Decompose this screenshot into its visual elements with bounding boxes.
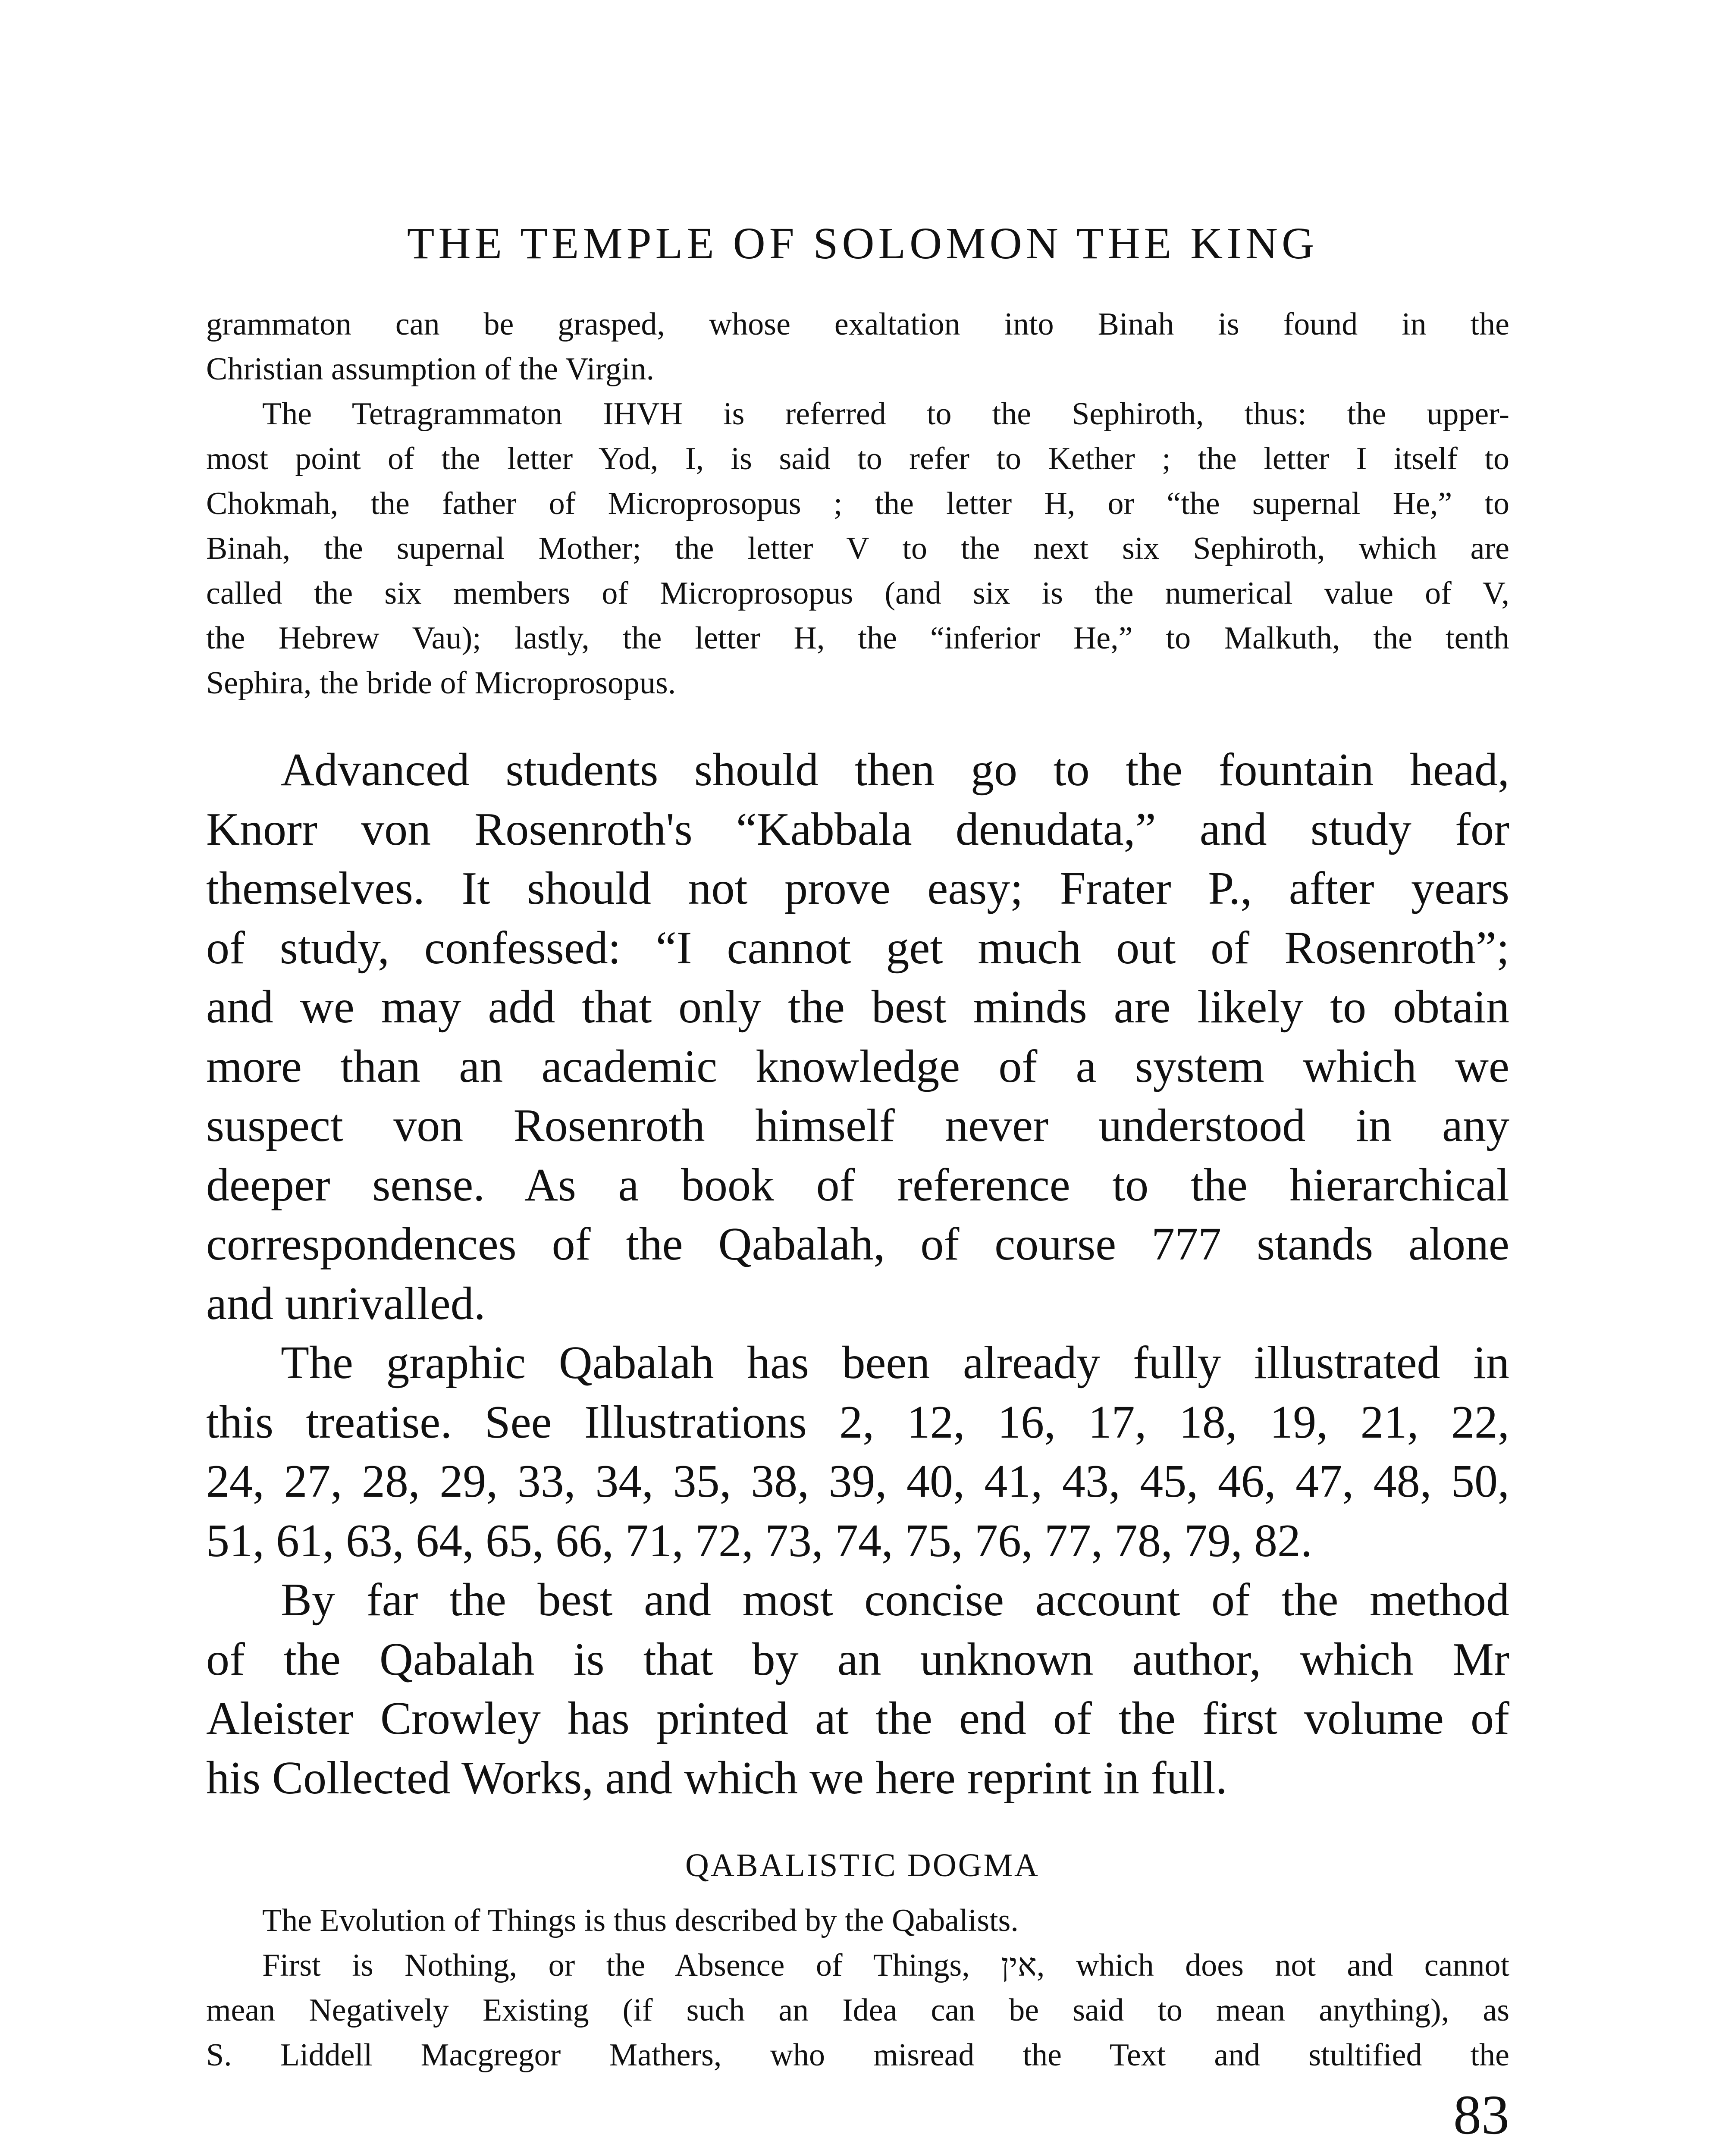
text-line: called the six members of Microprosopus (and six is the numerical value of V, xyxy=(206,576,1509,611)
text-line: of the Qabalah is that by an unknown author, which Mr xyxy=(206,1633,1509,1685)
text-line: most point of the letter Yod, I, is said to refer to Kether ; the letter I itself to xyxy=(206,441,1509,476)
text-line: Sephira, the bride of Microprosopus. xyxy=(206,665,676,701)
text-line: and unrivalled. xyxy=(206,1278,486,1329)
text-line: mean Negatively Existing (if such an Idea can be said to mean anything), as xyxy=(206,1993,1509,2028)
text-line: suspect von Rosenroth himself never understood in any xyxy=(206,1100,1509,1151)
text-line: grammaton can be grasped, whose exaltation into Binah is found in the xyxy=(206,307,1509,342)
paragraph xyxy=(206,1570,1509,1808)
text-block-dogma xyxy=(206,1898,1509,2078)
text-line: The Tetragrammaton IHVH is referred to the Sephiroth, thus: the upper- xyxy=(262,396,1509,432)
text-block-top xyxy=(206,302,1509,705)
text-line: Advanced students should then go to the fountain head, xyxy=(281,744,1509,796)
text-line: 24, 27, 28, 29, 33, 34, 35, 38, 39, 40, 41, 43, 45, 46, 47, 48, 50, xyxy=(206,1456,1509,1507)
running-head: THE TEMPLE OF SOLOMON THE KING xyxy=(407,219,1318,268)
paragraph xyxy=(206,302,1509,392)
text-line: S. Liddell Macgregor Mathers, who misread the Text and stultified the xyxy=(206,2037,1509,2073)
text-line: and we may add that only the best minds are likely to obtain xyxy=(206,981,1509,1033)
text-line: 51, 61, 63, 64, 65, 66, 71, 72, 73, 74, 75, 76, 77, 78, 79, 82. xyxy=(206,1515,1312,1567)
text-line: Knorr von Rosenroth's “Kabbala denudata,” and study for xyxy=(206,803,1509,855)
paragraph xyxy=(206,392,1509,705)
section-title: QABALISTIC DOGMA xyxy=(685,1847,1040,1883)
paragraph xyxy=(206,1943,1509,2078)
text-line: this treatise. See Illustrations 2, 12, 16, 17, 18, 19, 21, 22, xyxy=(206,1396,1509,1448)
text-line: Chokmah, the father of Microprosopus ; the letter H, or “the supernal He,” to xyxy=(206,486,1509,521)
text-block-main xyxy=(206,740,1509,1808)
text-line: Binah, the supernal Mother; the letter V to the next six Sephiroth, which are xyxy=(206,531,1509,566)
text-line: The graphic Qabalah has been already fully illustrated in xyxy=(281,1337,1509,1388)
text-line: of study, confessed: “I cannot get much out of Rosenroth”; xyxy=(206,922,1509,974)
text-line: The Evolution of Things is thus described by the Qabalists. xyxy=(262,1903,1019,1938)
text-line: By far the best and most concise account of the method xyxy=(281,1574,1509,1626)
text-line: Aleister Crowley has printed at the end of the first volume of xyxy=(206,1693,1509,1744)
page-number: 83 xyxy=(1453,2084,1509,2146)
text-line: his Collected Works, and which we here reprint in full. xyxy=(206,1752,1227,1804)
paragraph xyxy=(206,1333,1509,1570)
text-line: Christian assumption of the Virgin. xyxy=(206,351,655,387)
paragraph xyxy=(206,740,1509,1333)
text-line: more than an academic knowledge of a system which we xyxy=(206,1040,1509,1092)
paragraph xyxy=(206,1898,1509,1943)
text-line: correspondences of the Qabalah, of course 777 stands alone xyxy=(206,1219,1509,1270)
text-line: the Hebrew Vau); lastly, the letter H, the “inferior He,” to Malkuth, the tenth xyxy=(206,620,1509,656)
text-line: First is Nothing, or the Absence of Things, אין, which does not and cannot xyxy=(262,1948,1510,1983)
text-line: deeper sense. As a book of reference to the hierarchical xyxy=(206,1159,1509,1211)
text-line: themselves. It should not prove easy; Frater P., after years xyxy=(206,863,1509,914)
